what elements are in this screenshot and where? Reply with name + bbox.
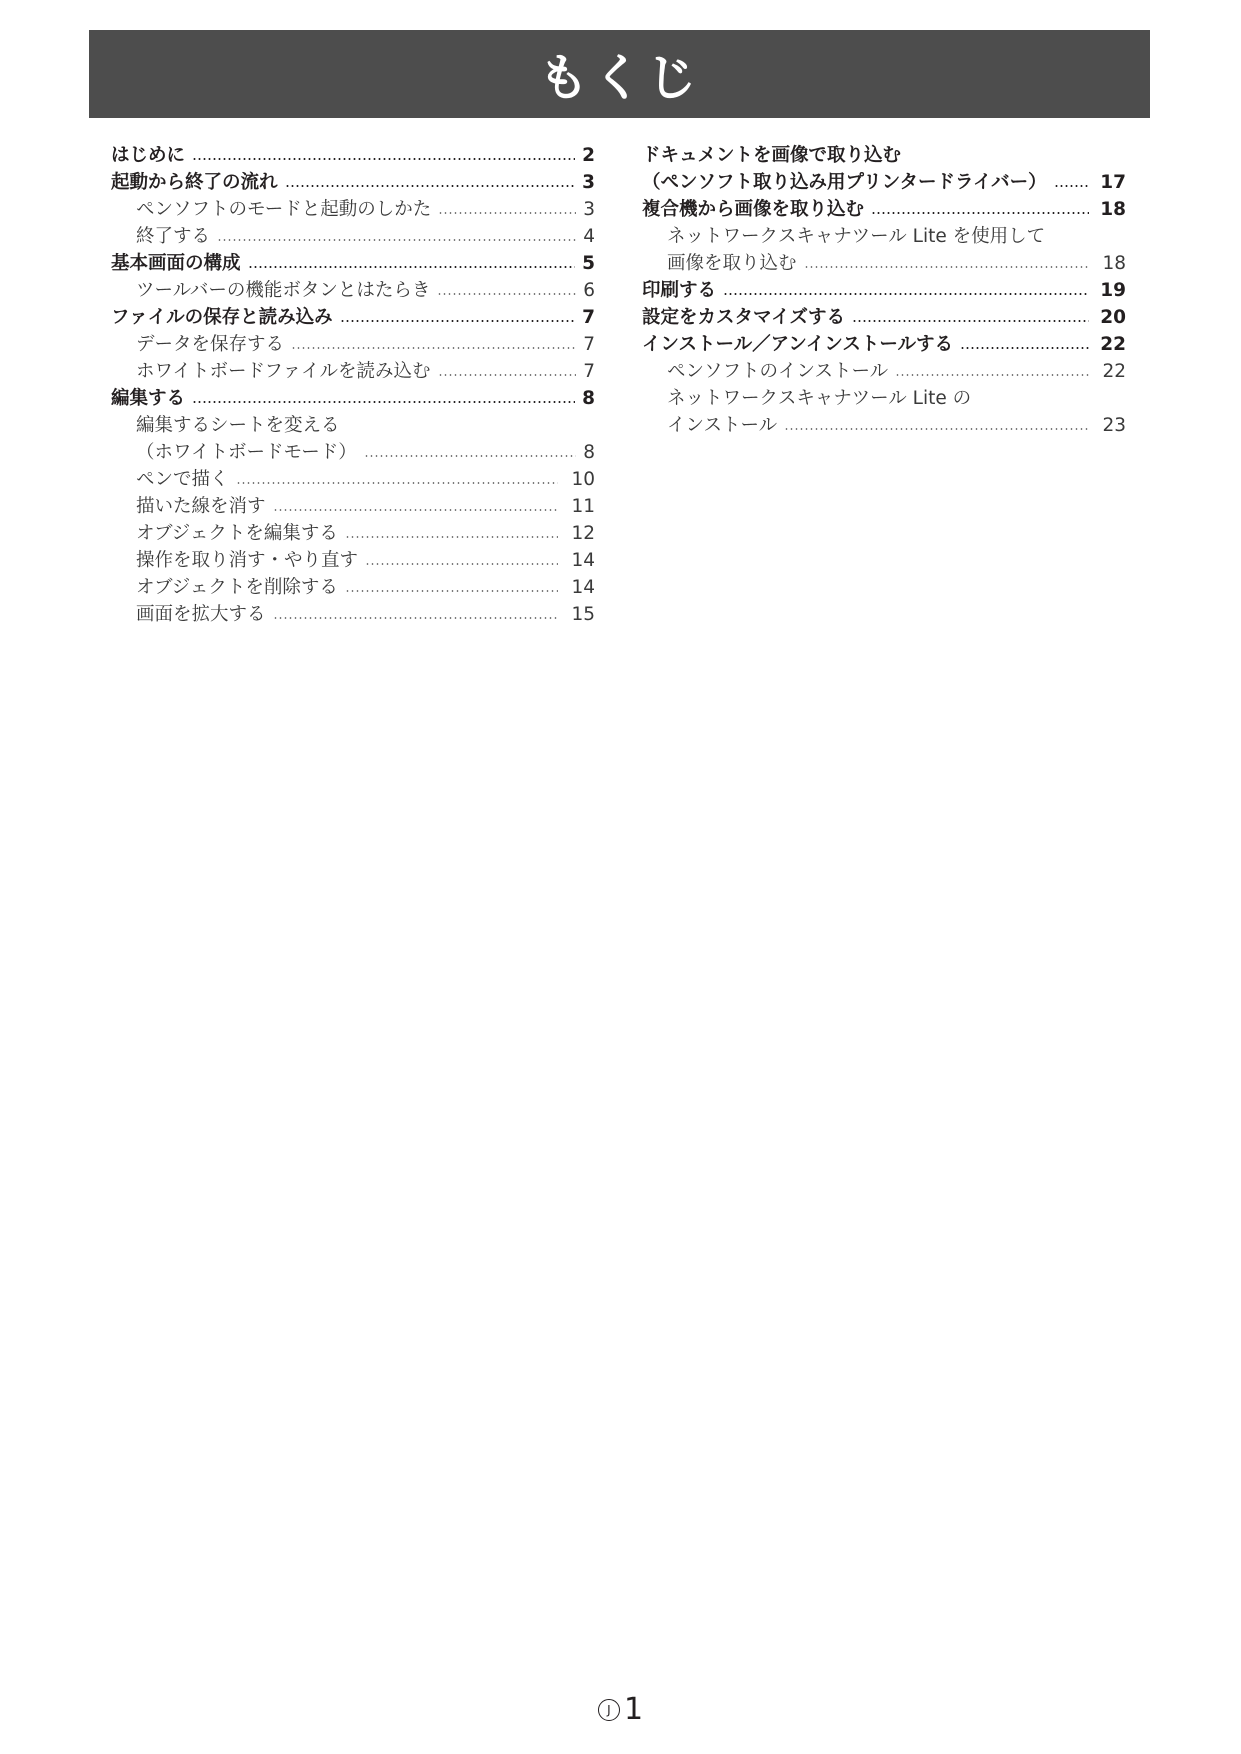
toc-right-column bbox=[642, 142, 1126, 439]
toc-entry-page: 8 bbox=[583, 442, 595, 463]
dot-leader bbox=[438, 212, 576, 214]
toc-entry-label: オブジェクトを削除する bbox=[136, 577, 338, 598]
page-title: もくじ bbox=[538, 49, 701, 107]
title-bar bbox=[89, 30, 1150, 118]
dot-leader bbox=[273, 617, 558, 619]
toc-entry-label: （ホワイトボードモード） bbox=[136, 442, 357, 463]
toc-entry-page: 11 bbox=[571, 496, 595, 517]
toc-entry[interactable] bbox=[111, 547, 595, 574]
toc-entry[interactable] bbox=[111, 466, 595, 493]
toc-entry-page: 15 bbox=[571, 604, 595, 625]
toc-entry[interactable] bbox=[642, 169, 1126, 196]
toc-entry-page: 18 bbox=[1100, 199, 1126, 220]
dot-leader bbox=[364, 455, 576, 457]
toc-entry-label: 起動から終了の流れ bbox=[111, 172, 278, 193]
toc-entry[interactable] bbox=[111, 358, 595, 385]
toc-entry-page: 17 bbox=[1100, 172, 1126, 193]
toc-entry-page: 22 bbox=[1100, 334, 1126, 355]
dot-leader bbox=[248, 266, 576, 268]
toc-entry-page: 8 bbox=[582, 388, 595, 409]
dot-leader bbox=[285, 185, 576, 187]
toc-entry[interactable] bbox=[111, 142, 595, 169]
toc-entry[interactable] bbox=[111, 196, 595, 223]
toc-entry-label: 画面を拡大する bbox=[136, 604, 266, 625]
toc-entry-page: 20 bbox=[1100, 307, 1126, 328]
toc-entry-page: 4 bbox=[583, 226, 595, 247]
toc-entry-label: 編集するシートを変える bbox=[136, 415, 340, 436]
toc-entry-page: 23 bbox=[1102, 415, 1126, 436]
toc-entry-label: 印刷する bbox=[642, 280, 717, 301]
dot-leader bbox=[438, 374, 576, 376]
toc-entry-page: 7 bbox=[582, 307, 595, 328]
dot-leader bbox=[960, 347, 1089, 349]
toc-entry-label: インストール／アンインストールする bbox=[642, 334, 953, 355]
dot-leader bbox=[723, 293, 1089, 295]
toc-entry-page: 5 bbox=[582, 253, 595, 274]
dot-leader bbox=[340, 320, 575, 322]
dot-leader bbox=[365, 563, 558, 565]
toc-entry-page: 12 bbox=[571, 523, 595, 544]
toc-entry-page: 14 bbox=[571, 577, 595, 598]
toc-entry-label: 操作を取り消す・やり直す bbox=[136, 550, 359, 571]
toc-entry[interactable] bbox=[111, 385, 595, 412]
toc-entry[interactable] bbox=[642, 277, 1126, 304]
dot-leader bbox=[437, 293, 576, 295]
page-number: 1 bbox=[623, 1692, 644, 1727]
dot-leader bbox=[291, 347, 576, 349]
dot-leader bbox=[1054, 185, 1089, 187]
toc-entry[interactable] bbox=[642, 358, 1126, 385]
dot-leader bbox=[784, 428, 1089, 430]
toc-entry-page: 3 bbox=[582, 172, 595, 193]
toc-entry-page: 6 bbox=[583, 280, 595, 301]
toc-entry[interactable] bbox=[111, 412, 595, 439]
dot-leader bbox=[871, 212, 1089, 214]
page-footer bbox=[0, 1692, 1241, 1727]
toc-entry[interactable] bbox=[111, 493, 595, 520]
toc-entry[interactable] bbox=[642, 385, 1126, 412]
toc-entry-page: 10 bbox=[571, 469, 595, 490]
toc-entry-page: 22 bbox=[1102, 361, 1126, 382]
toc-entry[interactable] bbox=[642, 331, 1126, 358]
toc-entry-label: ネットワークスキャナツール Lite を使用して bbox=[667, 226, 1046, 247]
toc-entry[interactable] bbox=[111, 439, 595, 466]
toc-entry-label: 描いた線を消す bbox=[136, 496, 266, 517]
dot-leader bbox=[895, 374, 1089, 376]
toc-entry-label: 設定をカスタマイズする bbox=[642, 307, 845, 328]
toc-entry-label: ツールバーの機能ボタンとはたらき bbox=[136, 280, 431, 301]
toc-entry-page: 7 bbox=[583, 334, 595, 355]
toc-entry-page: 3 bbox=[583, 199, 595, 220]
toc-entry[interactable] bbox=[642, 304, 1126, 331]
dot-leader bbox=[192, 401, 575, 403]
toc-entry-label: 画像を取り込む bbox=[667, 253, 797, 274]
toc-entry[interactable] bbox=[111, 250, 595, 277]
toc-entry-label: オブジェクトを編集する bbox=[136, 523, 338, 544]
toc-entry-label: インストール bbox=[667, 415, 778, 436]
toc-entry[interactable] bbox=[642, 412, 1126, 439]
toc-entry[interactable] bbox=[111, 169, 595, 196]
toc-entry-label: ホワイトボードファイルを読み込む bbox=[136, 361, 431, 382]
dot-leader bbox=[236, 482, 558, 484]
dot-leader bbox=[273, 509, 558, 511]
toc-entry-page: 2 bbox=[582, 145, 595, 166]
toc-entry[interactable] bbox=[642, 196, 1126, 223]
toc-entry[interactable] bbox=[111, 277, 595, 304]
dot-leader bbox=[852, 320, 1089, 322]
toc-entry-label: 基本画面の構成 bbox=[111, 253, 241, 274]
language-mark: J bbox=[598, 1699, 620, 1721]
toc-entry[interactable] bbox=[642, 223, 1126, 250]
dot-leader bbox=[345, 590, 558, 592]
toc-entry-label: ペンで描く bbox=[136, 469, 229, 490]
toc-entry-page: 7 bbox=[583, 361, 595, 382]
toc-entry[interactable] bbox=[111, 601, 595, 628]
toc-entry-label: ファイルの保存と読み込み bbox=[111, 307, 333, 328]
dot-leader bbox=[192, 158, 575, 160]
toc-entry[interactable] bbox=[111, 304, 595, 331]
toc-entry-label: （ペンソフト取り込み用プリンタードライバー） bbox=[642, 172, 1047, 193]
toc-entry[interactable] bbox=[111, 520, 595, 547]
toc-entry[interactable] bbox=[642, 142, 1126, 169]
toc-entry[interactable] bbox=[642, 250, 1126, 277]
toc-entry-label: ドキュメントを画像で取り込む bbox=[642, 145, 902, 166]
toc-entry-label: はじめに bbox=[111, 145, 186, 166]
toc-entry-page: 19 bbox=[1100, 280, 1126, 301]
toc-left-column bbox=[111, 142, 595, 628]
toc-entry-label: ペンソフトのインストール bbox=[667, 361, 889, 382]
dot-leader bbox=[217, 239, 576, 241]
toc-entry[interactable] bbox=[111, 223, 595, 250]
toc-entry-page: 18 bbox=[1102, 253, 1126, 274]
dot-leader bbox=[345, 536, 558, 538]
toc-entry-label: 終了する bbox=[136, 226, 211, 247]
toc-entry-label: ペンソフトのモードと起動のしかた bbox=[136, 199, 432, 220]
toc-entry[interactable] bbox=[111, 574, 595, 601]
toc-entry-page: 14 bbox=[571, 550, 595, 571]
toc-entry-label: データを保存する bbox=[136, 334, 285, 355]
dot-leader bbox=[804, 266, 1089, 268]
toc-entry-label: 編集する bbox=[111, 388, 186, 409]
toc-entry[interactable] bbox=[111, 331, 595, 358]
toc-entry-label: 複合機から画像を取り込む bbox=[642, 199, 865, 220]
toc-entry-label: ネットワークスキャナツール Lite の bbox=[667, 388, 972, 409]
